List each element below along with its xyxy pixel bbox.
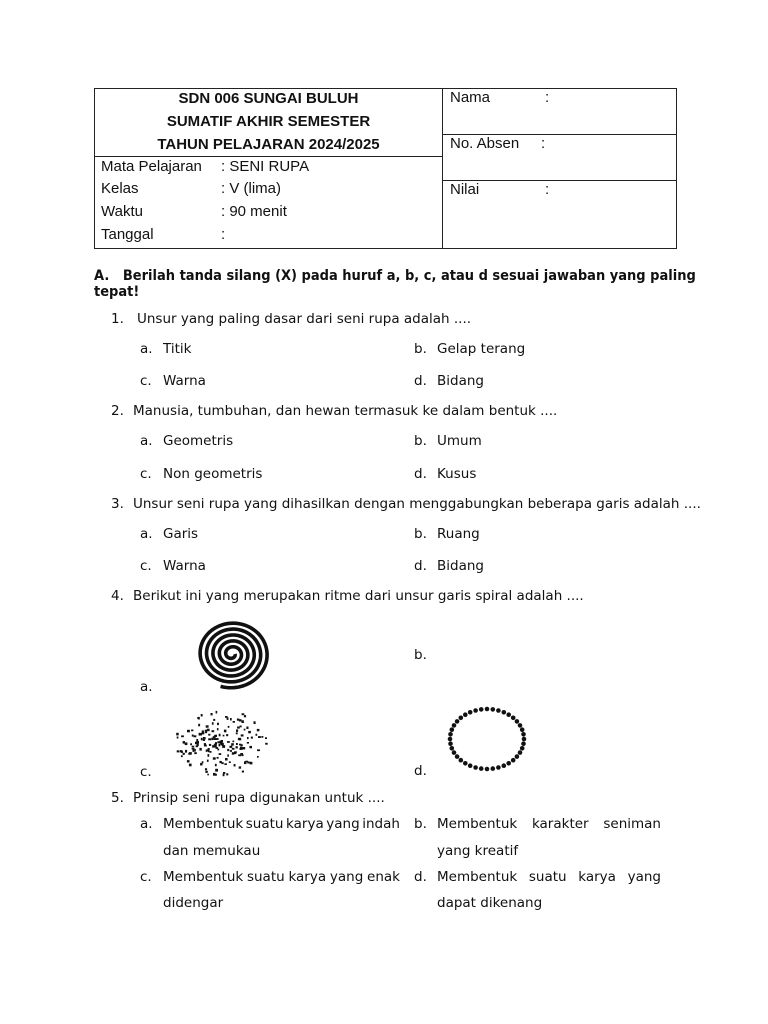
- scatter-dot: [189, 764, 192, 767]
- question-text: Berikut ini yang merupakan ritme dari unsur garis spiral adalah ....: [133, 588, 584, 604]
- option-letter[interactable]: b.: [414, 816, 427, 832]
- question-number: 3.: [111, 496, 124, 512]
- word: suatu: [246, 869, 285, 885]
- scatter-dot: [250, 762, 253, 765]
- scatter-dot: [192, 735, 194, 737]
- scatter-dot: [242, 720, 244, 723]
- scatter-dot: [197, 717, 199, 719]
- ring-dot: [448, 741, 453, 746]
- class-label: Kelas: [101, 180, 139, 197]
- scatter-dot: [206, 749, 208, 751]
- ring-dot: [459, 716, 464, 721]
- option-letter[interactable]: c.: [140, 373, 152, 389]
- scatter-dot: [194, 752, 197, 754]
- scatter-dot: [188, 753, 191, 755]
- scatter-dot: [242, 713, 245, 715]
- ring-dot: [506, 761, 511, 766]
- date-label: Tanggal: [101, 226, 154, 243]
- option-text[interactable]: Warna: [163, 373, 206, 389]
- scatter-dot: [176, 733, 179, 736]
- scatter-dot: [191, 730, 193, 732]
- scatter-dot: [234, 751, 236, 754]
- section-instruction: [94, 268, 721, 300]
- academic-year: TAHUN PELAJARAN 2024/2025: [157, 136, 380, 153]
- question-text: Manusia, tumbuhan, dan hewan termasuk ke dalam bentuk ....: [133, 403, 558, 419]
- scatter-dot: [183, 741, 185, 744]
- scatter-dot: [213, 757, 216, 759]
- word: karya: [578, 869, 616, 885]
- scatter-dot: [257, 756, 259, 758]
- scatter-dot: [226, 773, 228, 775]
- scatter-dot: [236, 743, 238, 745]
- ring-dot: [502, 710, 507, 715]
- ring-dot: [452, 723, 457, 728]
- scatter-dot: [208, 738, 211, 740]
- ring-dot: [506, 712, 511, 717]
- scatter-dot: [242, 771, 244, 773]
- ring-dot: [515, 754, 520, 759]
- scatter-dot: [237, 719, 239, 721]
- ring-dot: [468, 763, 473, 768]
- scatter-dot: [240, 726, 242, 728]
- scatter-dot: [231, 746, 233, 748]
- scatter-dot: [236, 746, 238, 748]
- ring-dot: [473, 708, 478, 713]
- ring-dot: [521, 732, 526, 737]
- name-label: Nama: [450, 89, 491, 106]
- scatter-dot: [207, 760, 209, 762]
- question-text: Unsur seni rupa yang dihasilkan dengan menggabungkan beberapa garis adalah ....: [133, 496, 701, 512]
- word: seniman: [603, 816, 661, 832]
- option-letter[interactable]: a.: [140, 816, 153, 832]
- scatter-dot: [240, 744, 242, 746]
- scatter-dot: [233, 721, 235, 723]
- scatter-dot: [224, 763, 227, 765]
- scatter-dot: [256, 734, 258, 736]
- ring-dot: [496, 765, 501, 770]
- scatter-dot: [205, 771, 207, 773]
- option-text[interactable]: Geometris: [163, 433, 234, 449]
- scatter-dot: [217, 723, 219, 725]
- time-value: : 90 menit: [221, 203, 287, 220]
- scatter-dot: [199, 733, 201, 736]
- scatter-dot: [236, 729, 238, 732]
- scatter-dot: [247, 737, 249, 739]
- word: Membentuk: [163, 816, 244, 832]
- option-text[interactable]: Bidang: [437, 558, 484, 574]
- scatter-dot: [216, 711, 218, 714]
- option-text-line[interactable]: [437, 816, 661, 832]
- scatter-dot: [199, 748, 201, 751]
- exam-title: SUMATIF AKHIR SEMESTER: [166, 113, 371, 130]
- question-number: 2.: [111, 403, 124, 419]
- scatter-dot: [238, 738, 241, 740]
- ring-dot: [496, 708, 501, 713]
- scatter-dot: [185, 750, 187, 753]
- table-divider: [95, 156, 442, 157]
- question-number: 5.: [111, 790, 124, 806]
- option-letter[interactable]: a.: [140, 433, 153, 449]
- ring-dot: [521, 741, 526, 746]
- scatter-dot: [183, 753, 185, 755]
- scatter-dot: [251, 737, 253, 739]
- scatter-dot: [261, 736, 263, 738]
- scatter-dot: [219, 753, 222, 755]
- option-text[interactable]: Kusus: [437, 466, 477, 482]
- option-text-line[interactable]: dapat dikenang: [437, 895, 543, 911]
- scatter-dot: [213, 736, 216, 738]
- question-number: 1.: [111, 311, 124, 327]
- scatter-dot: [208, 754, 210, 757]
- scatter-dot: [230, 718, 232, 721]
- scatter-dot: [215, 764, 217, 767]
- scatter-dot: [244, 761, 246, 764]
- scatter-dot: [205, 768, 207, 770]
- header-table: [94, 88, 677, 249]
- scatter-dot: [223, 735, 225, 737]
- scatter-dot: [234, 764, 236, 767]
- ring-dot: [463, 712, 468, 717]
- scatter-dot: [177, 737, 179, 739]
- question-text: Prinsip seni rupa digunakan untuk ....: [133, 790, 385, 806]
- absen-label: No. Absen: [450, 135, 520, 152]
- scatter-dot: [229, 761, 231, 763]
- ring-dot: [473, 765, 478, 770]
- time-label: Waktu: [101, 203, 143, 220]
- ring-dot: [463, 761, 468, 766]
- option-text-line[interactable]: [163, 869, 400, 885]
- scatter-dot: [204, 745, 207, 747]
- scatter-dot: [236, 732, 238, 734]
- ring-dot: [518, 750, 523, 755]
- ring-dot: [491, 707, 496, 712]
- scatter-dot: [232, 748, 235, 750]
- scatter-dot: [181, 751, 183, 753]
- option-letter[interactable]: a.: [140, 679, 153, 695]
- option-text-line[interactable]: [437, 869, 661, 885]
- option-letter[interactable]: b.: [414, 341, 427, 357]
- option-letter[interactable]: a.: [140, 526, 153, 542]
- ring-dot: [485, 767, 490, 772]
- scatter-dot: [206, 725, 209, 727]
- question-number: 4.: [111, 588, 124, 604]
- word: karya: [288, 869, 327, 885]
- scatter-dot: [257, 749, 260, 751]
- scatter-dot: [237, 727, 240, 729]
- school-name: SDN 006 SUNGAI BULUH: [178, 90, 359, 107]
- scatter-dot: [217, 757, 219, 759]
- scatter-dot: [192, 748, 195, 750]
- option-letter[interactable]: b.: [414, 433, 427, 449]
- word: karakter: [531, 816, 589, 832]
- scatter-dot: [187, 730, 190, 733]
- scatter-dot: [200, 763, 202, 766]
- absen-value: :: [541, 135, 546, 152]
- scatter-dot: [201, 714, 203, 717]
- scattered-dots-image[interactable]: [168, 706, 272, 778]
- scatter-dot: [213, 719, 215, 721]
- scatter-dot: [198, 724, 200, 727]
- ring-dot: [511, 758, 516, 763]
- scatter-dot: [231, 743, 234, 745]
- option-letter[interactable]: c.: [140, 558, 152, 574]
- scatter-dot: [201, 738, 203, 741]
- table-divider: [442, 89, 443, 248]
- option-letter[interactable]: a.: [140, 341, 153, 357]
- scatter-dot: [217, 728, 219, 730]
- scatter-dot: [210, 751, 212, 753]
- scatter-dot: [215, 774, 217, 776]
- scatter-dot: [240, 747, 242, 750]
- word: Membentuk: [163, 869, 244, 885]
- scatter-dot: [225, 758, 228, 761]
- word: yang: [627, 869, 661, 885]
- scatter-dot: [211, 713, 213, 715]
- scatter-dot: [219, 734, 221, 737]
- scatter-dot: [232, 741, 234, 743]
- word: suatu: [245, 816, 284, 832]
- option-text-line[interactable]: didengar: [163, 895, 224, 911]
- scatter-dot: [193, 749, 195, 752]
- word: Membentuk: [437, 816, 518, 832]
- option-text[interactable]: Warna: [163, 558, 206, 574]
- option-letter[interactable]: d.: [414, 869, 427, 885]
- scatter-dot: [209, 744, 211, 746]
- scatter-dot: [246, 727, 248, 730]
- subject-label: Mata Pelajaran: [101, 158, 202, 175]
- scatter-dot: [196, 741, 199, 744]
- option-text[interactable]: Garis: [163, 526, 199, 542]
- ring-dot: [520, 746, 525, 751]
- scatter-dot: [265, 737, 267, 739]
- option-letter[interactable]: d.: [414, 763, 427, 779]
- option-text-line[interactable]: yang kreatif: [437, 843, 519, 859]
- option-text[interactable]: Titik: [163, 341, 192, 357]
- ring-dot: [485, 707, 490, 712]
- word: yang: [329, 869, 364, 885]
- ring-dot: [479, 766, 484, 771]
- scatter-dot: [213, 773, 216, 776]
- ring-dot: [522, 737, 527, 742]
- word: enak: [367, 869, 400, 885]
- score-label: Nilai: [450, 181, 480, 198]
- ring-dot: [468, 710, 473, 715]
- scatter-dot: [244, 729, 246, 731]
- scatter-dot: [241, 734, 244, 736]
- ring-dot: [459, 758, 464, 763]
- ring-dot: [511, 716, 516, 721]
- scatter-dot: [223, 774, 225, 777]
- scatter-dot: [203, 737, 206, 740]
- option-letter[interactable]: c.: [140, 466, 152, 482]
- scatter-dot: [230, 750, 232, 752]
- question-text: Unsur yang paling dasar dari seni rupa adalah ....: [137, 311, 472, 327]
- ring-dot: [448, 732, 453, 737]
- ring-dot: [515, 719, 520, 724]
- scatter-dot: [190, 743, 192, 745]
- scatter-dot: [212, 722, 214, 725]
- option-text[interactable]: Ruang: [437, 526, 480, 542]
- scatter-dot: [240, 753, 243, 755]
- option-letter[interactable]: b.: [414, 526, 427, 542]
- ring-dot: [479, 707, 484, 712]
- scatter-dot: [194, 735, 197, 737]
- option-text[interactable]: Bidang: [437, 373, 484, 389]
- scatter-dot: [217, 741, 219, 743]
- scatter-dot: [224, 730, 227, 733]
- scatter-dot: [177, 750, 180, 752]
- date-value: :: [221, 226, 226, 243]
- scatter-dot: [248, 731, 251, 733]
- scatter-dot: [232, 752, 235, 755]
- option-letter[interactable]: c.: [140, 764, 152, 780]
- scatter-dot: [247, 742, 249, 744]
- scatter-dot: [223, 772, 225, 774]
- scatter-dot: [226, 734, 228, 736]
- option-letter[interactable]: d.: [414, 466, 427, 482]
- scatter-dot: [227, 749, 229, 751]
- scatter-dot: [197, 743, 199, 746]
- spiral-stroke: [200, 623, 267, 688]
- word: Membentuk: [437, 869, 518, 885]
- scatter-dot: [219, 744, 221, 747]
- scatter-dot: [243, 747, 246, 749]
- scatter-dot: [212, 745, 214, 747]
- scatter-dot: [228, 726, 230, 728]
- ring-dot: [455, 719, 460, 724]
- option-text-line[interactable]: dan memukau: [163, 843, 261, 859]
- option-text[interactable]: Umum: [437, 433, 482, 449]
- scatter-dot: [212, 730, 215, 732]
- scatter-dot: [205, 730, 208, 732]
- option-text-line[interactable]: [163, 816, 400, 832]
- ring-dot: [455, 754, 460, 759]
- scatter-dot: [225, 716, 228, 718]
- scatter-dot: [239, 719, 242, 721]
- ring-dot: [450, 746, 455, 751]
- scatter-dot: [221, 740, 223, 742]
- scatter-dot: [185, 742, 188, 745]
- ring-dot: [520, 727, 525, 732]
- scatter-dot: [202, 730, 204, 733]
- scatter-dot: [249, 746, 252, 748]
- word: karya: [286, 816, 324, 832]
- ring-dot: [491, 766, 496, 771]
- option-letter[interactable]: c.: [140, 869, 152, 885]
- ring-dot: [518, 723, 523, 728]
- scatter-dot: [187, 760, 190, 762]
- scatter-dot: [254, 721, 256, 724]
- ring-dot: [450, 727, 455, 732]
- word: suatu: [528, 869, 567, 885]
- scatter-dot: [208, 748, 210, 750]
- scatter-dot: [207, 774, 209, 776]
- class-value: : V (lima): [221, 180, 281, 197]
- section-text: Berilah tanda silang (X) pada huruf a, b, c, atau d sesuai jawaban yang paling tepat!: [94, 268, 696, 300]
- option-letter[interactable]: b.: [414, 647, 427, 663]
- scatter-dot: [220, 761, 222, 763]
- dotted-circle-image[interactable]: [445, 705, 533, 775]
- scatter-dot: [258, 736, 261, 738]
- scatter-dot: [181, 755, 183, 757]
- ring-dot: [502, 763, 507, 768]
- option-text[interactable]: Gelap terang: [437, 341, 526, 357]
- scatter-dot: [239, 766, 241, 768]
- ring-dot: [448, 737, 453, 742]
- scatter-dot: [227, 754, 229, 756]
- option-text[interactable]: Non geometris: [163, 466, 263, 482]
- name-value: :: [545, 89, 550, 106]
- spiral-line-image[interactable]: [176, 614, 296, 694]
- option-letter[interactable]: d.: [414, 558, 427, 574]
- scatter-dot: [181, 735, 184, 737]
- word: yang: [326, 816, 360, 832]
- scatter-dot: [244, 715, 246, 717]
- word: indah: [362, 816, 400, 832]
- option-letter[interactable]: d.: [414, 373, 427, 389]
- scatter-dot: [227, 741, 230, 743]
- scatter-dot: [192, 746, 195, 748]
- scatter-dot: [257, 729, 260, 731]
- ring-dot: [452, 750, 457, 755]
- section-letter: A.: [94, 268, 110, 284]
- scatter-dot: [265, 743, 268, 745]
- scatter-dot: [208, 734, 210, 736]
- scatter-dot: [215, 769, 218, 772]
- scatter-dot: [217, 749, 219, 751]
- score-value: :: [545, 181, 550, 198]
- subject-value: : SENI RUPA: [221, 158, 310, 175]
